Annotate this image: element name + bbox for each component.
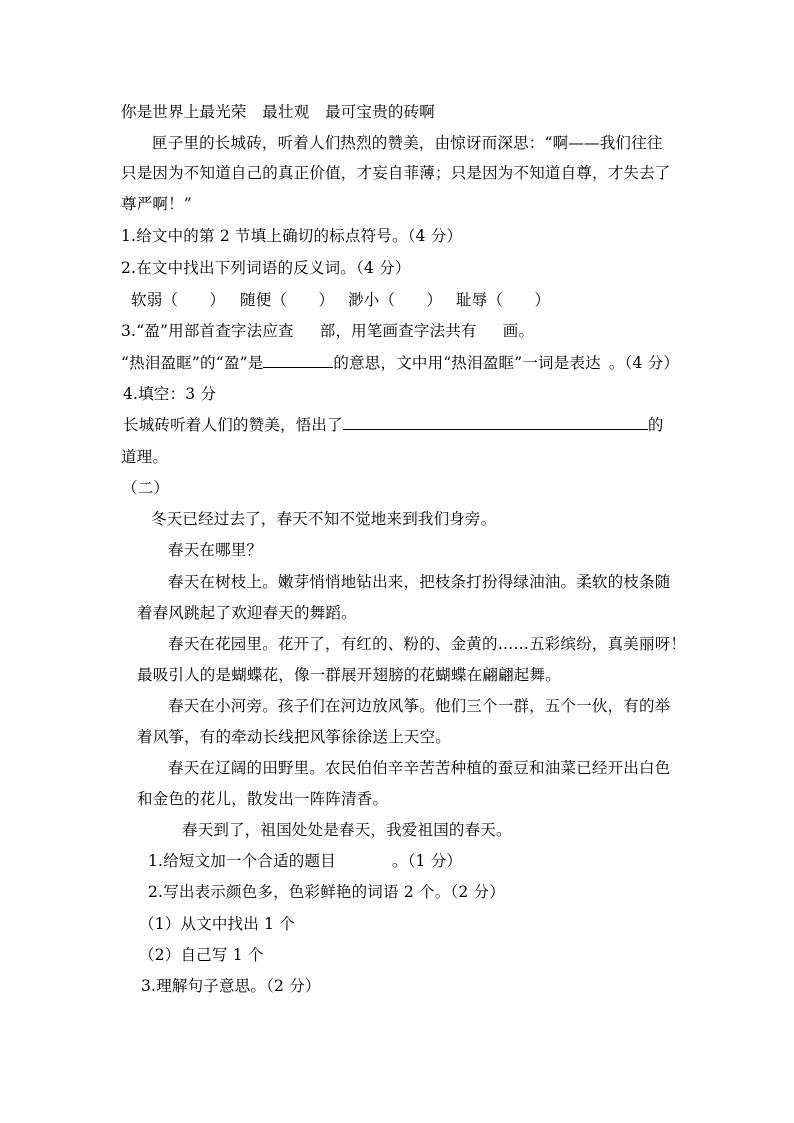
section-2-question-3: 3.理解句子意思。（2 分） [141,977,321,995]
poem-line: 你是世界上最光荣 最壮观 最可宝贵的砖啊 [121,103,436,121]
question-3-line-2 [121,353,679,373]
question-3-part-b: 部，用笔画查字法共有 [319,322,477,340]
question-3-blank-meaning[interactable] [263,353,333,368]
section-2-question-1-part-b: 。（1 分） [391,852,463,870]
section-2-question-1-part-a: 1.给短文加一个合适的题目 [148,852,336,870]
question-4-line-1 [123,415,664,435]
passage-2-line-9: 春天在辽阔的田野里。农民伯伯辛辛苦苦种植的蚕豆和油菜已经开出白色 [168,759,671,777]
section-2-question-2-sub-1: （1）从文中找出 1 个 [139,915,295,933]
question-1: 1.给文中的第 2 节填上确切的标点符号。（4 分） [121,227,463,245]
question-3-part-d2: 的意思，文中用“热泪盈眶”一词是表达 [333,354,601,372]
question-2-item-3: 渺小（ ） [348,291,443,309]
question-2: 2.在文中找出下列词语的反义词。（4 分） [121,259,411,277]
passage-2-line-1: 冬天已经过去了，春天不知不觉地来到我们身旁。 [151,510,497,528]
paragraph-1-line-3: 尊严啊！” [121,195,192,213]
passage-2-line-11: 春天到了，祖国处处是春天，我爱祖国的春天。 [182,821,512,839]
passage-2-line-5: 春天在花园里。花开了，有红的、粉的、金黄的……五彩缤纷，真美丽呀！ [168,635,687,653]
passage-2-line-8: 着风筝，有的牵动长线把风筝徐徐送上天空。 [137,728,452,746]
question-3-part-d3: 。（4 分） [608,354,680,372]
section-2-question-2: 2.写出表示颜色多，色彩鲜艳的词语 2 个。（2 分） [148,883,505,901]
section-2-question-1 [148,851,462,871]
passage-2-line-4: 着春风跳起了欢迎春天的舞蹈。 [137,604,357,622]
paragraph-1-line-2: 只是因为不知道自己的真正价值，才妄自菲薄；只是因为不知道自尊，才失去了 [121,164,671,182]
question-4-part-a: 长城砖听着人们的赞美，悟出了 [123,416,343,434]
question-2-item-2: 随便（ ） [240,291,335,309]
question-3-part-c: 画。 [502,322,535,340]
passage-2-line-6: 最吸引人的是蝴蝶花，像一群展开翅膀的花蝴蝶在翩翩起舞。 [137,666,561,684]
question-4: 4.填空：3 分 [123,385,217,403]
passage-2-line-10: 和金色的花儿，散发出一阵阵清香。 [137,790,389,808]
passage-2-line-3: 春天在树枝上。嫩芽悄悄地钻出来，把枝条打扮得绿油油。柔软的枝条随 [168,573,671,591]
question-3-part-a: 3.“盈”用部首查字法应查 [121,322,294,340]
paragraph-1-line-1: 匣子里的长城砖，听着人们热烈的赞美，由惊讶而深思：“啊——我们往往 [152,134,663,152]
question-2-item-4: 耻辱（ ） [456,291,551,309]
passage-2-line-2: 春天在哪里？ [168,541,263,559]
question-2-item-1: 软弱（ ） [131,291,226,309]
question-4-part-b: 的 [647,416,664,434]
question-4-line-2: 道理。 [121,448,169,466]
question-3-line-1 [121,321,534,341]
section-2-heading: （二） [122,479,170,497]
question-3-part-d1: “热泪盈眶”的“盈”是 [121,354,264,372]
question-4-blank[interactable] [343,415,648,430]
passage-2-line-7: 春天在小河旁。孩子们在河边放风筝。他们三个一群，五个一伙，有的举 [168,697,671,715]
section-2-question-2-sub-2: （2）自己写 1 个 [139,946,264,964]
